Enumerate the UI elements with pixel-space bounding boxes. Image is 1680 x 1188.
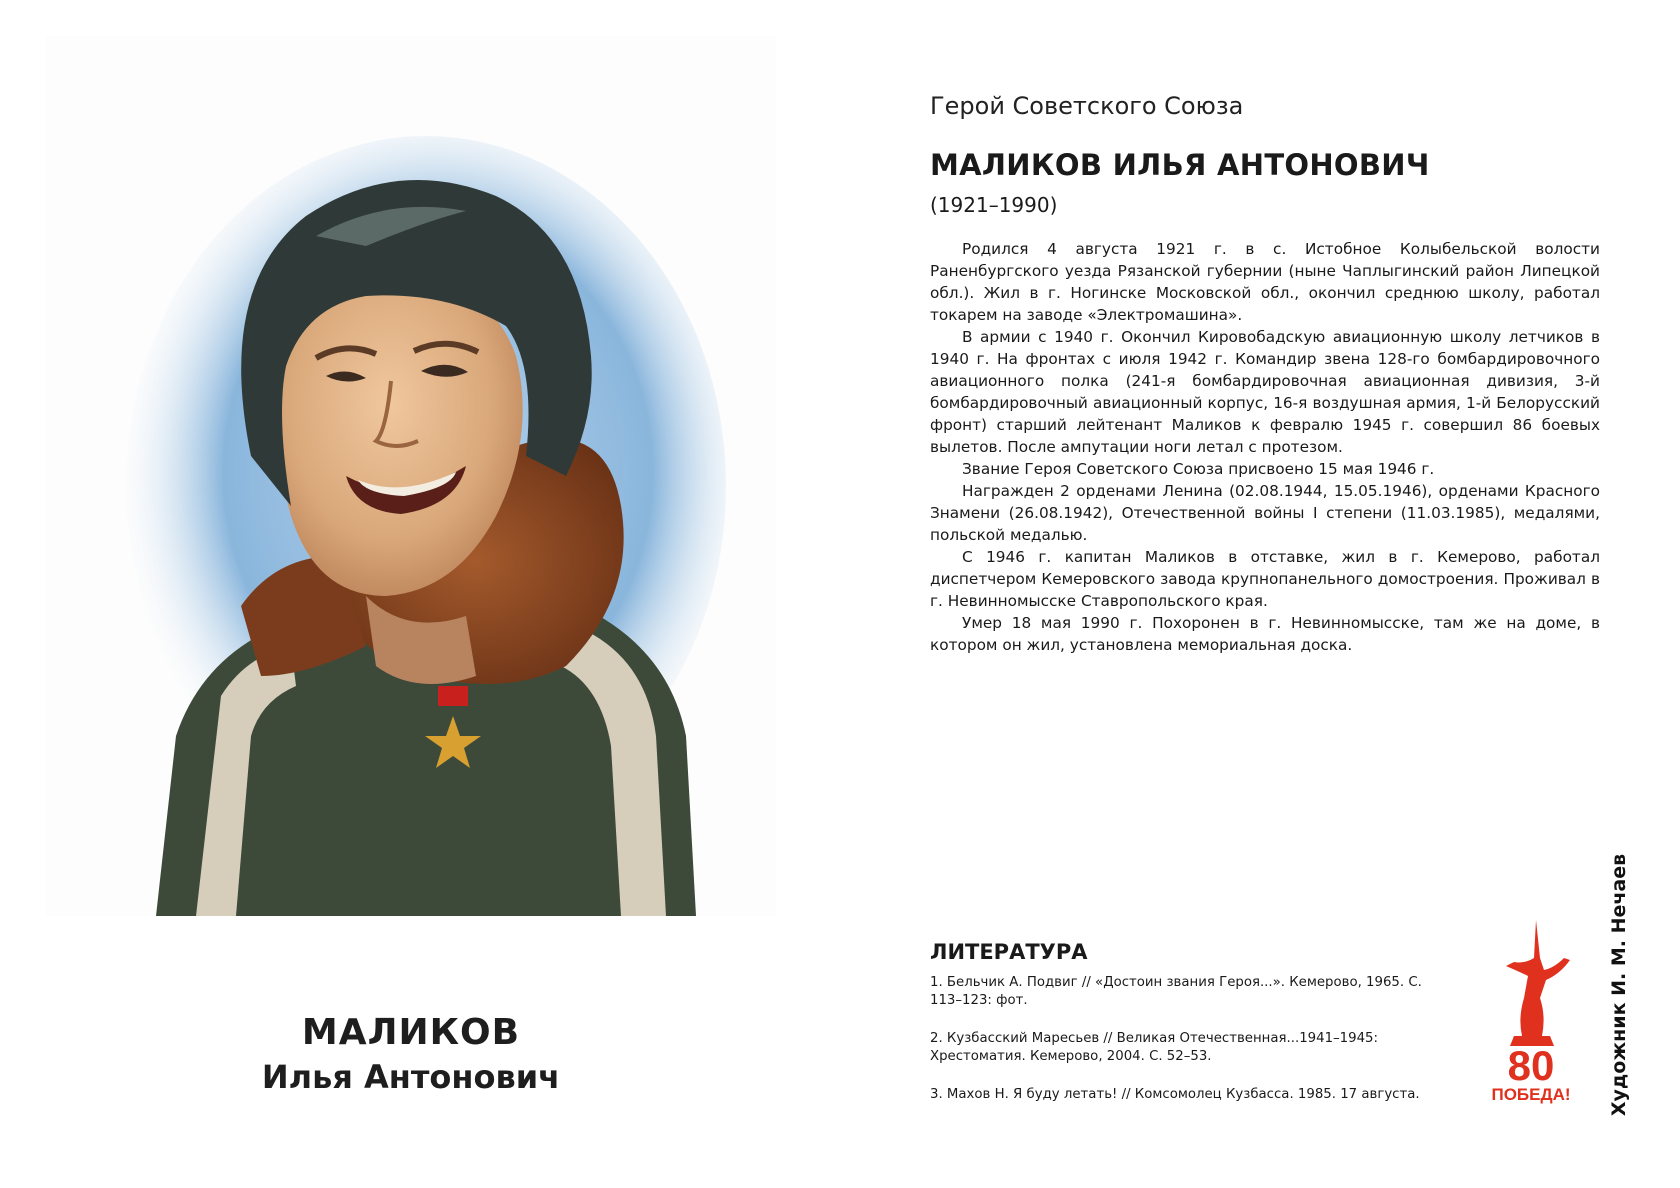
- medal-ribbon: [438, 686, 468, 706]
- statue-silhouette: [1506, 920, 1570, 1036]
- bio-paragraph: Умер 18 мая 1990 г. Похоронен в г. Невинномысске, там же на доме, в котором он жил, установлена мемориальная доска.: [930, 614, 1600, 654]
- artist-name: Художник И. М. Нечаев: [1608, 853, 1630, 1117]
- literature-list: [930, 974, 1430, 1124]
- literature-item: 3. Махов Н. Я буду летать! // Комсомолец Кузбасса. 1985. 17 августа.: [930, 1087, 1420, 1102]
- bio-paragraph: Звание Героя Советского Союза присвоено 15 мая 1946 г.: [962, 460, 1435, 478]
- literature-item: 1. Бельчик А. Подвиг // «Достоин звания Героя...». Кемерово, 1965. С. 113–123: фот.: [930, 975, 1422, 1008]
- life-years: (1921–1990): [930, 193, 1058, 217]
- biography-text: [930, 238, 1600, 656]
- literature-item: 2. Кузбасский Маресьев // Великая Отечественная...1941–1945: Хрестоматия. Кемерово, 2004. С. 52–53.: [930, 1031, 1378, 1064]
- caption-surname: МАЛИКОВ: [301, 1012, 521, 1053]
- bio-paragraph: Награжден 2 орденами Ленина (02.08.1944, 15.05.1946), орденами Красного Знамени (26.08.1942), Отечественной войны I степени (11.03.1985), медалями, польской медалью.: [930, 482, 1600, 544]
- logo-number: 80: [1507, 1042, 1555, 1089]
- bio-paragraph: С 1946 г. капитан Маликов в отставке, жил в г. Кемерово, работал диспетчером Кемеровского завода крупнопанельного домостроения. Проживал в г. Невинномысске Ставропольского края.: [930, 548, 1600, 610]
- portrait-caption: [46, 1010, 776, 1098]
- literature-heading: ЛИТЕРАТУРА: [930, 940, 1088, 964]
- pilot-portrait: [46, 36, 776, 916]
- caption-given-names: Илья Антонович: [261, 1058, 561, 1096]
- bio-paragraph: В армии с 1940 г. Окончил Кировобадскую авиационную школу летчиков в 1940 г. На фронтах с июля 1942 г. Командир звена 128-го бомбардировочного авиационного полка (241-я бомбардировочная авиационная дивизия, 3-й бомбардировочный авиационный корпус, 16-я воздушная армия, 1-й Белорусский фронт) старший лейтенант Маликов к февралю 1945 г. совершил 86 боевых вылетов. После ампутации ноги летал с протезом.: [930, 328, 1600, 456]
- full-name-heading: МАЛИКОВ ИЛЬЯ АНТОНОВИЧ: [930, 148, 1430, 182]
- victory-80-logo: [1484, 918, 1578, 1104]
- hero-title: Герой Советского Союза: [930, 92, 1244, 120]
- logo-text: ПОБЕДА!: [1491, 1085, 1571, 1104]
- artist-credit: [1604, 853, 1634, 1117]
- portrait-frame: [46, 36, 776, 916]
- bio-paragraph: Родился 4 августа 1921 г. в с. Истобное Колыбельской волости Раненбургского уезда Рязанской губернии (ныне Чаплыгинский район Липецкой обл.). Жил в г. Ногинске Московской обл., окончил среднюю школу, работал токарем на заводе «Электромашина».: [930, 240, 1600, 324]
